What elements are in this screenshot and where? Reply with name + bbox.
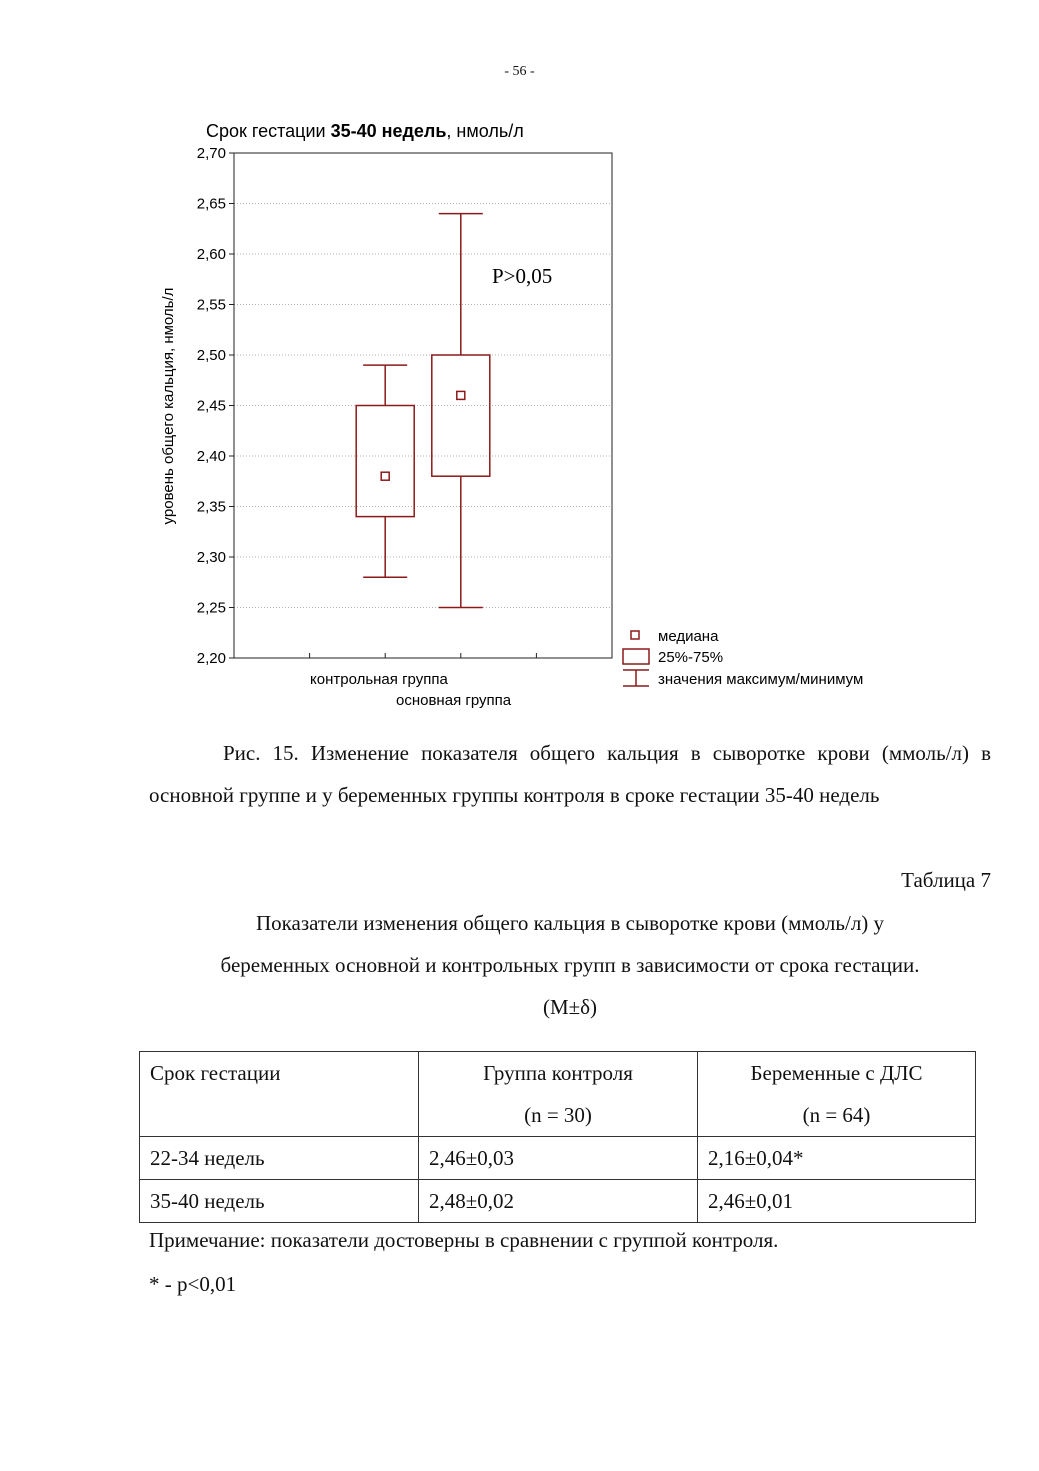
- y-tick-label: 2,20: [196, 650, 226, 667]
- box-main: [432, 214, 490, 608]
- box-plot-chart: [0, 0, 1039, 720]
- y-tick-label: 2,40: [196, 448, 226, 465]
- legend-whisker-label: значения максимум/минимум: [658, 671, 864, 688]
- table-cell: 2,48±0,02: [419, 1180, 698, 1223]
- data-table: [139, 1051, 976, 1223]
- table-cell: 35-40 недель: [140, 1180, 419, 1223]
- table-cell: 22-34 недель: [140, 1137, 419, 1180]
- y-tick-label: 2,30: [196, 549, 226, 566]
- table-row: [140, 1137, 976, 1180]
- table-cell: 2,46±0,03: [419, 1137, 698, 1180]
- median-marker: [457, 391, 465, 399]
- y-axis-label: уровень общего кальция, нмоль/л: [160, 287, 177, 525]
- box-control: [356, 365, 414, 577]
- p-value-annotation: P>0,05: [492, 264, 553, 288]
- y-tick-label: 2,25: [196, 599, 226, 617]
- boxes: [356, 214, 490, 608]
- x-ticks: [310, 653, 537, 658]
- y-tick-label: 2,60: [196, 246, 226, 263]
- y-tick-label: 2,45: [196, 397, 226, 415]
- y-tick-label: 2,65: [196, 195, 226, 213]
- median-marker: [381, 472, 389, 480]
- chart-title: [206, 121, 524, 141]
- table-note: Примечание: показатели достоверны в сравнении с группой контроля.: [149, 1228, 779, 1252]
- table-footnote: * - p<0,01: [149, 1272, 237, 1296]
- table-row: [140, 1180, 976, 1223]
- legend-box-label: 25%-75%: [658, 649, 724, 666]
- header-cell-dls: Беременные с ДЛС (n = 64): [698, 1052, 976, 1137]
- y-tick-label: 2,70: [196, 145, 226, 162]
- header-cell-control: Группа контроля (n = 30): [419, 1052, 698, 1137]
- table-title-line-2: беременных основной и контрольных групп в зависимости от срока гестации.: [220, 953, 920, 977]
- iqr-box: [432, 355, 490, 476]
- table-cell: 2,16±0,04*: [698, 1137, 976, 1180]
- chart-title-suffix: , нмоль/л: [446, 121, 524, 141]
- legend-median-marker: [631, 631, 639, 639]
- chart-title-bold: 35-40 недель: [330, 121, 447, 141]
- legend-box-marker: [623, 649, 649, 664]
- table-header-row: [140, 1052, 976, 1137]
- x-category-label-control: контрольная группа: [310, 671, 448, 688]
- x-category-label-main: основная группа: [396, 692, 512, 709]
- figure-caption: Рис. 15. Изменение показателя общего кальция в сыворотке крови (ммоль/л) в основной группе и у беременных группы контроля в сроке гестации 35-40 недель: [149, 741, 991, 807]
- header-cell-term: Срок гестации: [140, 1052, 419, 1137]
- table-title-line-3: (M±δ): [542, 995, 598, 1019]
- legend-median-label: медиана: [658, 628, 719, 645]
- grid-lines: [234, 204, 612, 608]
- y-tick-labels: [197, 145, 234, 667]
- legend: [623, 628, 863, 688]
- iqr-box: [356, 406, 414, 517]
- y-tick-label: 2,35: [196, 498, 226, 516]
- page-number: - 56 -: [504, 64, 535, 79]
- table-number: Таблица 7: [901, 868, 991, 892]
- y-tick-label: 2,55: [196, 296, 226, 314]
- table-title: [100, 902, 1039, 1028]
- table-title-line-1: Показатели изменения общего кальция в сыворотке крови (ммоль/л) у: [255, 911, 885, 935]
- legend-whisker-marker: [623, 670, 649, 686]
- table-cell: 2,46±0,01: [698, 1180, 976, 1223]
- chart-title-prefix: Срок гестации: [206, 121, 331, 141]
- y-tick-label: 2,50: [196, 347, 226, 364]
